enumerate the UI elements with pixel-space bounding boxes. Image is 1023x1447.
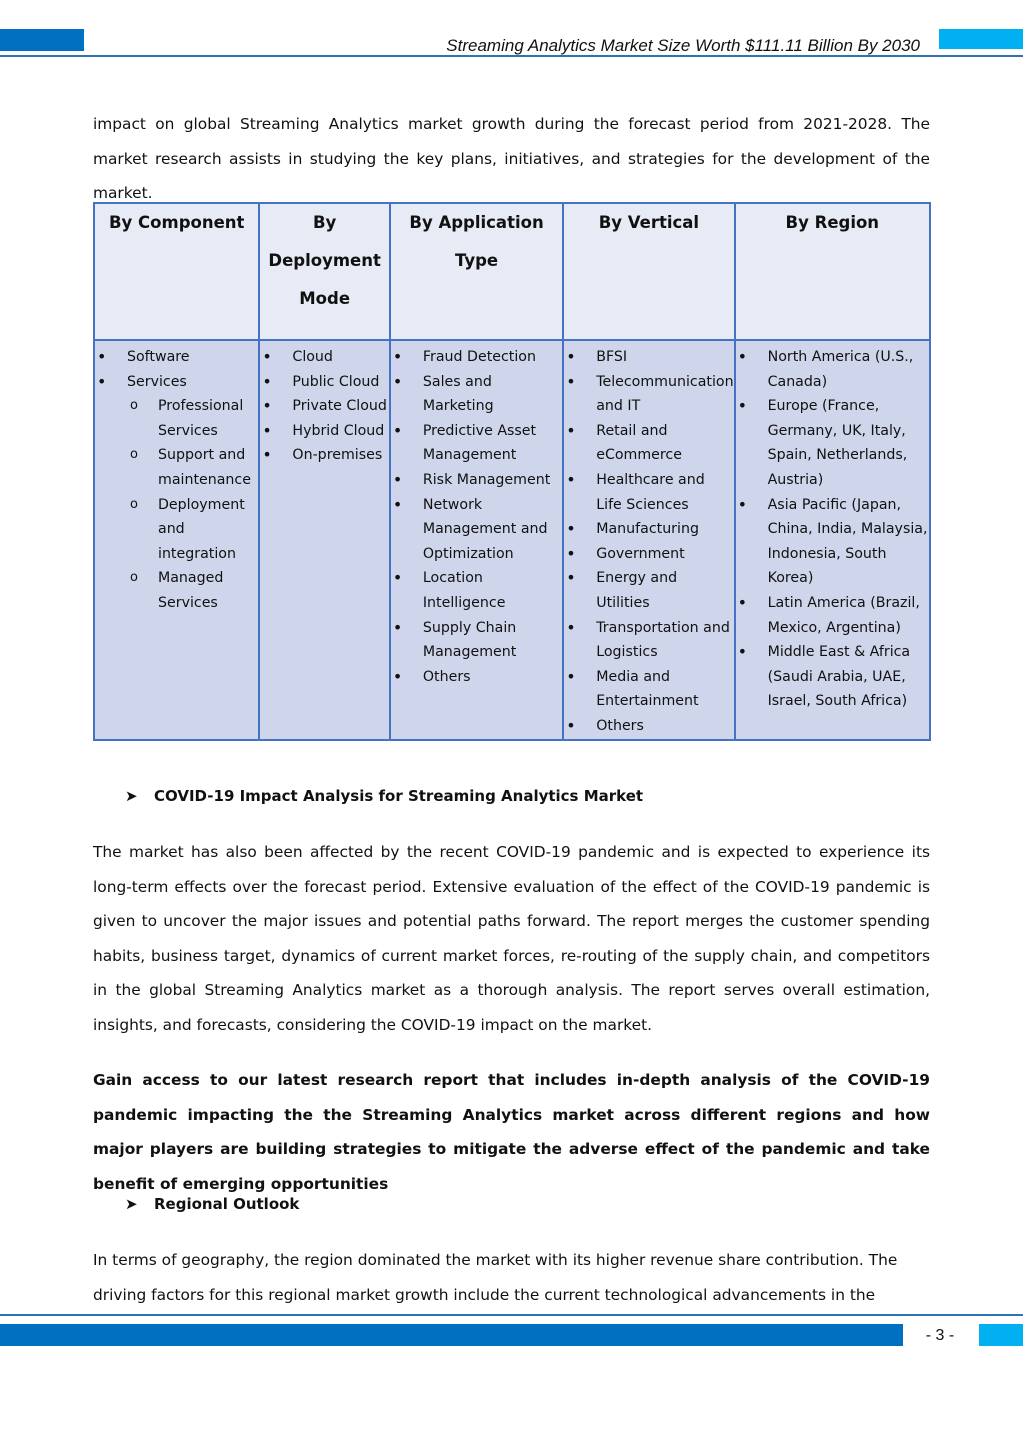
table-header-row [94, 203, 930, 340]
arrow-bullet-icon: ➤ [125, 1195, 138, 1213]
list-item: • Government [564, 542, 733, 567]
covid-section-heading [125, 787, 643, 805]
list-item: • Network Management and Optimization [391, 493, 562, 567]
covid-heading-text: COVID-19 Impact Analysis for Streaming Analytics Market [154, 787, 644, 805]
regional-section-heading [125, 1195, 299, 1213]
list-item: o Managed Services [127, 566, 258, 615]
list-item: • Latin America (Brazil, Mexico, Argentina) [736, 591, 929, 640]
header-by-application-type: By Application Type [390, 203, 563, 340]
list-item: • Transportation and Logistics [564, 616, 733, 665]
services-sublist [127, 394, 258, 615]
footer-accent-right [979, 1324, 1023, 1346]
footer-accent-bar [0, 1324, 903, 1346]
header-rule [0, 55, 1023, 57]
deployment-cell [259, 340, 389, 740]
page-number: - 3 - [925, 1327, 955, 1344]
list-item: • Services o Professional Services o Support and maintenance o Deployment and integration o Managed Services [95, 370, 258, 616]
list-item: • Location Intelligence [391, 566, 562, 615]
list-item: • Asia Pacific (Japan, China, India, Malaysia, Indonesia, South Korea) [736, 493, 929, 591]
covid-paragraph: The market has also been affected by the recent COVID-19 pandemic and is expected to experience its long-term effects over the forecast period. Extensive evaluation of the effect of the COVID-19 pandemic is given to uncover the major issues and potential paths forward. The report merges the customer spending habits, business target, dynamics of current market forces, re-routing of the supply chain, and competitors in the global Streaming Analytics market as a thorough analysis. The report serves overall estimation, insights, and forecasts, considering the COVID-19 impact on the market. [93, 843, 930, 1034]
list-item: • Fraud Detection [391, 345, 562, 370]
list-item: • Manufacturing [564, 517, 733, 542]
list-item: • Cloud [260, 345, 388, 370]
header-by-deployment-mode: By Deployment Mode [259, 203, 389, 340]
regional-heading-text: Regional Outlook [154, 1195, 300, 1213]
list-item: o Support and maintenance [127, 443, 258, 492]
list-item: • Healthcare and Life Sciences [564, 468, 733, 517]
list-item: • Media and Entertainment [564, 665, 733, 714]
list-item: • Predictive Asset Management [391, 419, 562, 468]
application-cell [390, 340, 563, 740]
segmentation-table [93, 202, 931, 741]
header-title: Streaming Analytics Market Size Worth $111.11 Billion By 2030 [446, 36, 920, 55]
list-item: • Europe (France, Germany, UK, Italy, Spain, Netherlands, Austria) [736, 394, 929, 492]
arrow-bullet-icon: ➤ [125, 787, 138, 805]
list-item: o Deployment and integration [127, 493, 258, 567]
list-item: • On-premises [260, 443, 388, 468]
list-item: • Software [95, 345, 258, 370]
vertical-cell [563, 340, 734, 740]
list-item: • North America (U.S., Canada) [736, 345, 929, 394]
list-item: o Professional Services [127, 394, 258, 443]
list-item: • Energy and Utilities [564, 566, 733, 615]
footer-rule [0, 1314, 1023, 1316]
table-body-row [94, 340, 930, 740]
list-item: • Risk Management [391, 468, 562, 493]
intro-paragraph: impact on global Streaming Analytics market growth during the forecast period from 2021-2028. The market research assists in studying the key plans, initiatives, and strategies for the development of the market. [93, 115, 930, 202]
list-item: • Private Cloud [260, 394, 388, 419]
list-item: • Telecommunication and IT [564, 370, 733, 419]
list-item: • Public Cloud [260, 370, 388, 395]
list-item: • Hybrid Cloud [260, 419, 388, 444]
list-item: • Middle East & Africa (Saudi Arabia, UAE, Israel, South Africa) [736, 640, 929, 714]
region-cell [735, 340, 930, 740]
header-accent-right [939, 29, 1023, 49]
header-by-component: By Component [94, 203, 259, 340]
cta-paragraph[interactable]: Gain access to our latest research report that includes in-depth analysis of the COVID-19 pandemic impacting the the Streaming Analytics market across different regions and how major players are building strategies to mitigate the adverse effect of the pandemic and take benefit of emerging opportunities [93, 1071, 930, 1193]
regional-paragraph: In terms of geography, the region dominated the market with its higher revenue share contribution. The driving factors for this regional market growth include the current technological advancements in the [93, 1251, 898, 1304]
header-by-region: By Region [735, 203, 930, 340]
list-item: • Supply Chain Management [391, 616, 562, 665]
component-cell [94, 340, 259, 740]
list-item: • Others [564, 714, 733, 739]
list-item: • Others [391, 665, 562, 690]
list-item: • Retail and eCommerce [564, 419, 733, 468]
list-item: • BFSI [564, 345, 733, 370]
list-item: • Sales and Marketing [391, 370, 562, 419]
header-accent-left [0, 29, 84, 51]
header-by-vertical: By Vertical [563, 203, 734, 340]
